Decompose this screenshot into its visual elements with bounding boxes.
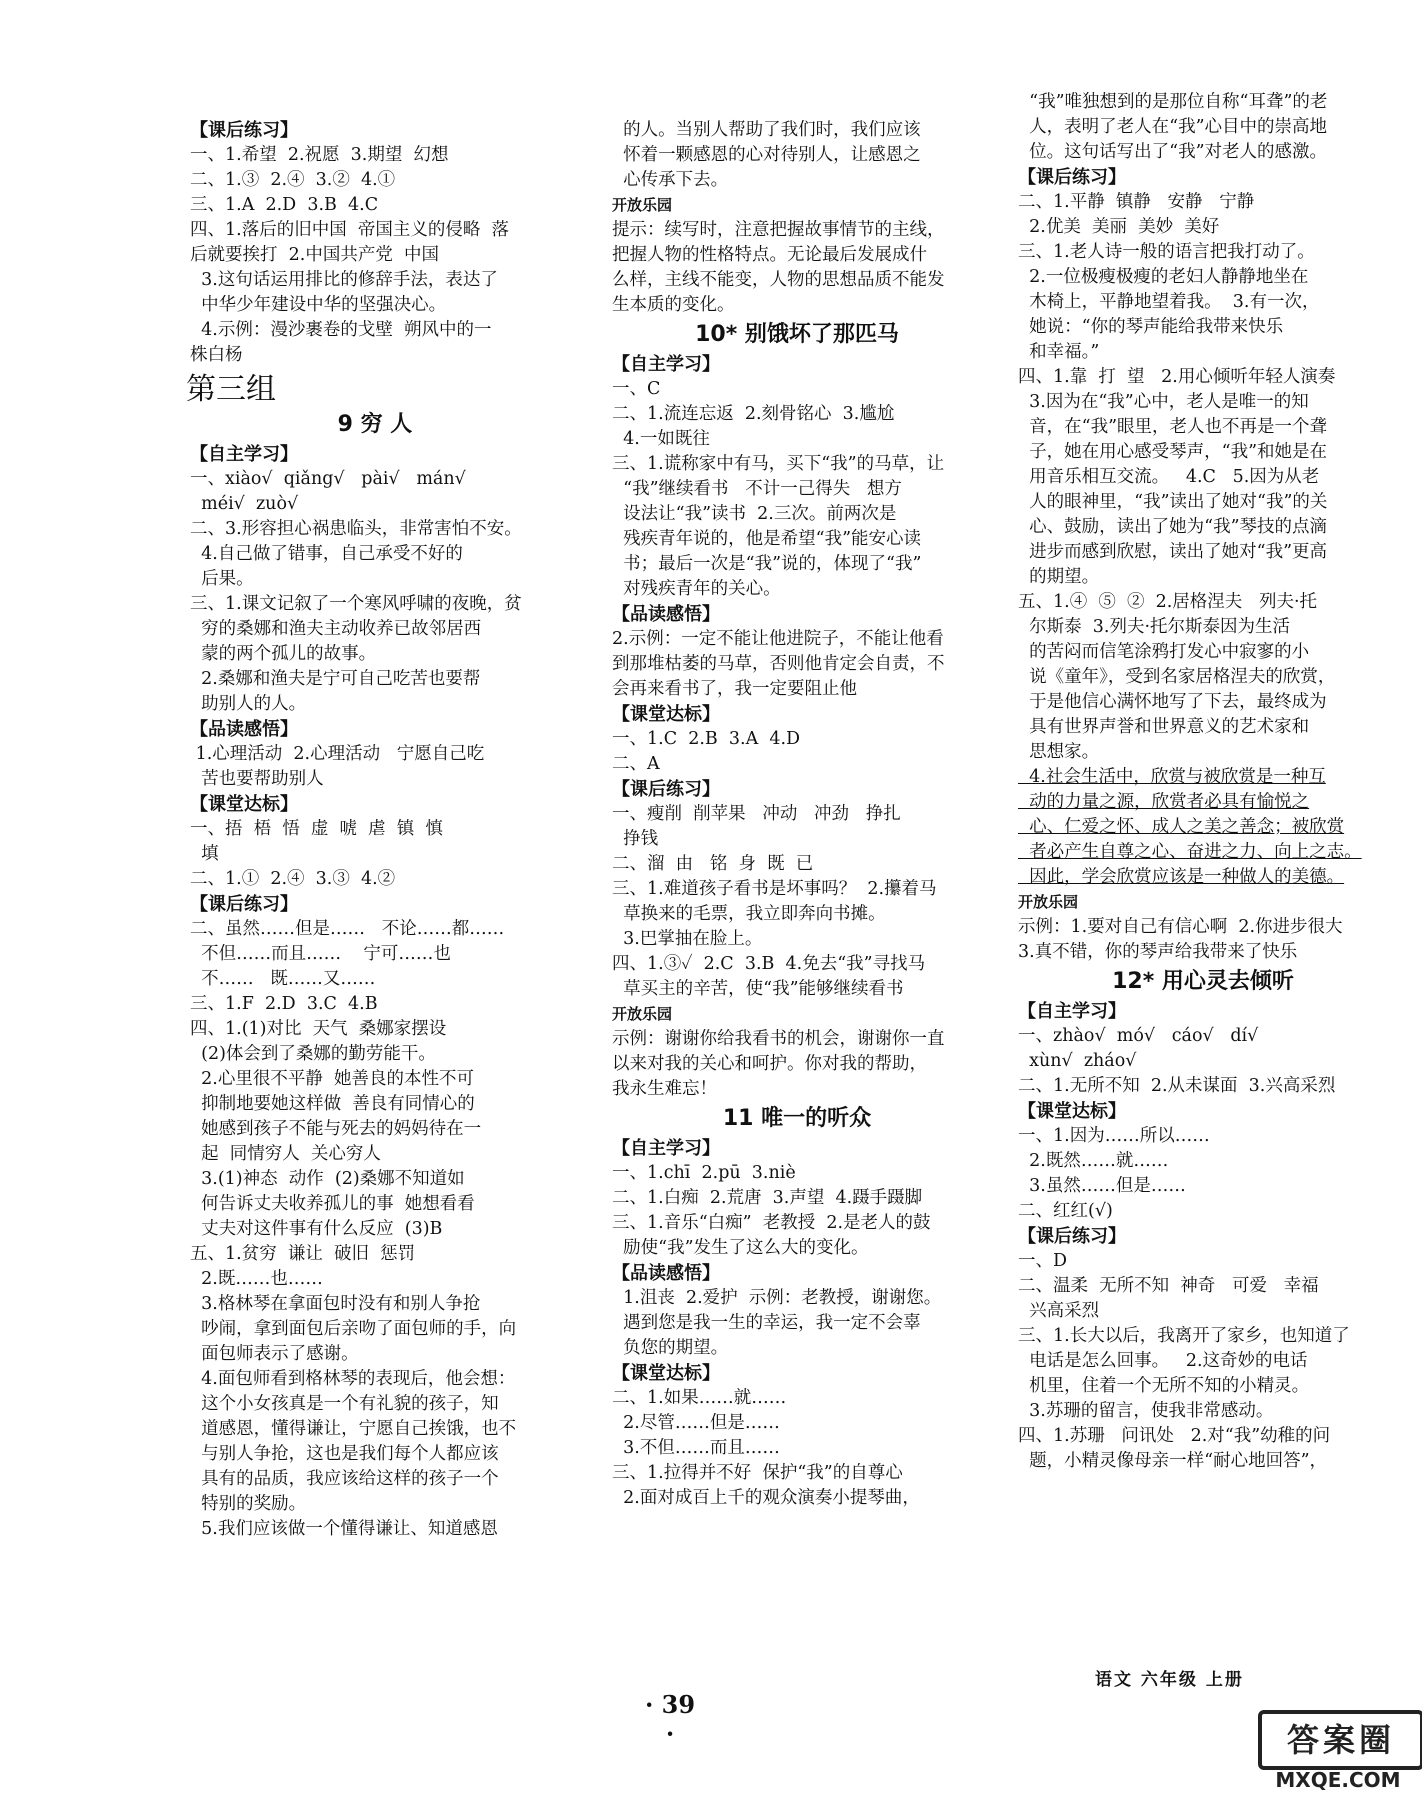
- answer-line: 五、1.贫穷 谦让 破旧 惩罚: [190, 1244, 416, 1264]
- answer-line: 一、捂 梧 悟 虚 唬 虐 镇 慎: [190, 819, 443, 839]
- answer-line: 3.这句话运用排比的修辞手法，表达了: [190, 270, 498, 290]
- answer-line: 书；最后一次是“我”说的，体现了“我”: [612, 554, 922, 574]
- answer-line: 2.既然……就……: [1018, 1151, 1169, 1171]
- answer-line: 三、1.难道孩子看书是坏事吗？ 2.攥着马: [612, 879, 937, 899]
- answer-line: 四、1.落后的旧中国 帝国主义的侵略 落: [190, 220, 509, 240]
- answer-line: 具有世界声誉和世界意义的艺术家和: [1018, 717, 1310, 737]
- answer-line: 尔斯泰 3.列夫·托尔斯泰因为生活: [1018, 617, 1291, 637]
- answer-line: 2.既……也……: [190, 1269, 323, 1289]
- answer-line: 2.心里很不平静 她善良的本性不可: [190, 1069, 474, 1089]
- answer-line: 的期望。: [1018, 567, 1100, 587]
- answer-line: 中华少年建设中华的坚强决心。: [190, 295, 447, 315]
- section-heading: 【课堂达标】: [612, 1363, 720, 1384]
- answer-line: 提示：续写时，注意把握故事情节的主线，: [612, 220, 945, 240]
- answer-line: 的苦闷而信笔涂鸦打发心中寂寥的小: [1018, 642, 1310, 662]
- answer-line: (2)体会到了桑娜的勤劳能干。: [190, 1044, 436, 1064]
- answer-line: 3.(1)神态 动作 (2)桑娜不知道如: [190, 1169, 465, 1189]
- answer-line: 进步而感到欣慰，读出了她对“我”更高: [1018, 542, 1328, 562]
- section-heading: 【课堂达标】: [1018, 1101, 1126, 1122]
- answer-line: 她说：“你的琴声能给我带来快乐: [1018, 317, 1284, 337]
- answer-line: 木椅上，平静地望着我。 3.有一次，: [1018, 292, 1320, 312]
- answer-line: 人的眼神里，“我”读出了她对“我”的关: [1018, 492, 1328, 512]
- answer-line: 二、1.流连忘返 2.刻骨铭心 3.尴尬: [612, 404, 895, 424]
- answer-line: 一、瘦削 削苹果 冲动 冲劲 挣扎: [612, 804, 901, 824]
- answer-line: 2.尽管……但是……: [612, 1413, 780, 1433]
- answer-line: 二、1.无所不知 2.从未谋面 3.兴高采烈: [1018, 1076, 1336, 1096]
- answer-line: 对残疾青年的关心。: [612, 579, 781, 599]
- answer-line: 3.真不错，你的琴声给我带来了快乐: [1018, 942, 1298, 962]
- answer-line: 二、A: [612, 754, 660, 774]
- answer-line: 蒙的两个孤儿的故事。: [190, 644, 377, 664]
- answer-line: 么样，主线不能变，人物的思想品质不能发: [612, 270, 945, 290]
- lesson-title: 12* 用心灵去倾听: [1112, 969, 1294, 994]
- section-heading: 【课后练习】: [190, 894, 298, 915]
- answer-line: 怀着一颗感恩的心对待别人，让感恩之: [612, 145, 921, 165]
- section-heading: 【课后练习】: [612, 779, 720, 800]
- answer-line: 一、C: [612, 379, 661, 399]
- answer-line: 思想家。: [1018, 742, 1100, 762]
- underlined-answer-line: 动的力量之源，欣赏者必具有愉悦之: [1018, 792, 1310, 812]
- answer-line: 二、1.白痴 2.荒唐 3.声望 4.蹑手蹑脚: [612, 1188, 923, 1208]
- answer-line: 三、1.老人诗一般的语言把我打动了。: [1018, 242, 1315, 262]
- underlined-answer-line: 因此，学会欣赏应该是一种做人的美德。: [1018, 867, 1345, 887]
- answer-line: 草换来的毛票，我立即奔向书摊。: [612, 904, 886, 924]
- answer-line: 2.面对成百上千的观众演奏小提琴曲，: [612, 1488, 920, 1508]
- section-heading: 【品读感悟】: [612, 1263, 720, 1284]
- column-right: [1018, 90, 1388, 1474]
- answer-line: 穷的桑娜和渔夫主动收养已故邻居西: [190, 619, 482, 639]
- answer-line: 二、1.如果……就……: [612, 1388, 787, 1408]
- answer-line: 我永生难忘！: [612, 1079, 717, 1099]
- column-left: [186, 118, 560, 1542]
- section-heading: 【自主学习】: [612, 354, 720, 375]
- answer-line: 2.一位极瘦极瘦的老妇人静静地坐在: [1018, 267, 1309, 287]
- section-heading: 【自主学习】: [190, 444, 298, 465]
- answer-line: 二、溜 由 铭 身 既 已: [612, 854, 814, 874]
- answer-line: 遇到您是我一生的幸运，我一定不会辜: [612, 1313, 921, 1333]
- answer-line: 一、1.C 2.B 3.A 4.D: [612, 729, 801, 749]
- answer-line: 5.我们应该做一个懂得谦让、知道感恩: [190, 1519, 498, 1539]
- watermark-logo: [1258, 1710, 1418, 1796]
- answer-line: 四、1.③✓ 2.C 3.B 4.免去“我”寻找马: [612, 954, 926, 974]
- answer-line: 三、1.A 2.D 3.B 4.C: [190, 195, 379, 215]
- answer-line: 与别人争抢，这也是我们每个人都应该: [190, 1444, 499, 1464]
- answer-line: 丈夫对这件事有什么反应 (3)B: [190, 1219, 443, 1239]
- answer-line: 示例：谢谢你给我看书的机会，谢谢你一直: [612, 1029, 945, 1049]
- answer-line: 二、虽然……但是…… 不论……都……: [190, 919, 505, 939]
- answer-line: 音，在“我”眼里，老人也不再是一个聋: [1018, 417, 1328, 437]
- answer-line: 二、红红(√): [1018, 1201, 1113, 1221]
- answer-line: 面包师表示了感谢。: [190, 1344, 359, 1364]
- watermark-url: MXQE.COM: [1275, 1768, 1401, 1792]
- answer-line: 1.心理活动 2.心理活动 宁愿自己吃: [190, 744, 485, 764]
- subsection-heading: 开放乐园: [1018, 893, 1079, 911]
- answer-line: 三、1.F 2.D 3.C 4.B: [190, 994, 378, 1014]
- subsection-heading: 开放乐园: [612, 1005, 673, 1023]
- answer-line: 二、1.① 2.④ 3.③ 4.②: [190, 869, 396, 889]
- answer-line: 会再来看书了，我一定要阻止他: [612, 679, 857, 699]
- answer-line: 三、1.拉得并不好 保护“我”的自尊心: [612, 1463, 903, 1483]
- answer-line: “我”继续看书 不计一己得失 想方: [612, 479, 902, 499]
- answer-line: 不…… 既……又……: [190, 969, 376, 989]
- answer-line: 四、1.苏珊 问讯处 2.对“我”幼稚的问: [1018, 1426, 1331, 1446]
- answer-line: 说《童年》，受到名家居格涅夫的欣赏，: [1018, 667, 1336, 687]
- answer-line: 位。这句话写出了“我”对老人的感激。: [1018, 142, 1328, 162]
- section-heading: 【课堂达标】: [612, 704, 720, 725]
- subsection-heading: 开放乐园: [612, 196, 673, 214]
- answer-line: 三、1.谎称家中有马，买下“我”的马草，让: [612, 454, 945, 474]
- answer-line: 于是他信心满怀地写了下去，最终成为: [1018, 692, 1327, 712]
- answer-line: 3.因为在“我”心中，老人是唯一的知: [1018, 392, 1309, 412]
- section-heading: 【课后练习】: [190, 120, 298, 141]
- underlined-answer-line: 者必产生自尊之心、奋进之力、向上之志。: [1018, 842, 1362, 862]
- underlined-answer-line: 4.社会生活中，欣赏与被欣赏是一种互: [1018, 767, 1326, 787]
- answer-line: 二、1.平静 镇静 安静 宁静: [1018, 192, 1255, 212]
- answer-line: 用音乐相互交流。 4.C 5.因为从老: [1018, 467, 1320, 487]
- answer-line: 挣钱: [612, 829, 659, 849]
- answer-line: 一、1.chī 2.pū 3.niè: [612, 1163, 796, 1183]
- lesson-title: 11 唯一的听众: [722, 1106, 872, 1131]
- answer-line: 的人。当别人帮助了我们时，我们应该: [612, 120, 921, 140]
- answer-line: xùn√ zháo√: [1018, 1051, 1137, 1071]
- answer-line: 草买主的辛苦，使“我”能够继续看书: [612, 979, 904, 999]
- answer-line: 不但……而且…… 宁可……也: [190, 944, 451, 964]
- section-heading: 【自主学习】: [1018, 1001, 1126, 1022]
- answer-line: 人，表明了老人在“我”心目中的崇高地: [1018, 117, 1328, 137]
- answer-line: 五、1.④ ⑤ ② 2.居格涅夫 列夫·托: [1018, 592, 1318, 612]
- answer-line: 后就要挨打 2.中国共产党 中国: [190, 245, 439, 265]
- answer-line: 三、1.长大以后，我离开了家乡，也知道了: [1018, 1326, 1350, 1346]
- answer-line: 具有的品质，我应该给这样的孩子一个: [190, 1469, 499, 1489]
- underlined-answer-line: 心、仁爱之怀、成人之美之善念；被欣赏: [1018, 817, 1345, 837]
- answer-line: 心传承下去。: [612, 170, 729, 190]
- answer-line: 心、鼓励，读出了她为“我”琴技的点滴: [1018, 517, 1328, 537]
- watermark-logo-text: 答案圈: [1258, 1710, 1422, 1770]
- answer-line: 后果。: [190, 569, 254, 589]
- answer-line: 1.沮丧 2.爱护 示例：老教授，谢谢您。: [612, 1288, 942, 1308]
- group-title: 第三组: [186, 372, 276, 407]
- answer-line: 苦也要帮助别人: [190, 769, 324, 789]
- answer-line: 兴高采烈: [1018, 1301, 1100, 1321]
- section-heading: 【自主学习】: [612, 1138, 720, 1159]
- answer-line: 2.桑娜和渔夫是宁可自己吃苦也要帮: [190, 669, 481, 689]
- answer-line: 和幸福。”: [1018, 342, 1100, 362]
- answer-line: 3.格林琴在拿面包时没有和别人争抢: [190, 1294, 481, 1314]
- answer-line: 4.一如既往: [612, 429, 710, 449]
- answer-line: “我”唯独想到的是那位自称“耳聋”的老: [1018, 92, 1328, 112]
- section-heading: 【课后练习】: [1018, 1226, 1126, 1247]
- answer-line: 吵闹，拿到面包后亲吻了面包师的手，向: [190, 1319, 517, 1339]
- answer-line: 一、1.希望 2.祝愿 3.期望 幻想: [190, 145, 449, 165]
- section-heading: 【品读感悟】: [190, 719, 298, 740]
- answer-line: 把握人物的性格特点。无论最后发展成什: [612, 245, 927, 265]
- column-middle: [612, 118, 982, 1511]
- answer-line: 4.示例：漫沙裹卷的戈壁 朔风中的一: [190, 320, 492, 340]
- lesson-title: 10* 别饿坏了那匹马: [695, 322, 899, 347]
- answer-line: 4.面包师看到格林琴的表现后，他会想：: [190, 1369, 516, 1389]
- answer-line: 3.苏珊的留言，使我非常感动。: [1018, 1401, 1274, 1421]
- answer-line: 电话是怎么回事。 2.这奇妙的电话: [1018, 1351, 1308, 1371]
- answer-line: 3.巴掌抽在脸上。: [612, 929, 763, 949]
- answer-line: 填: [190, 844, 219, 864]
- answer-line: 她感到孩子不能与死去的妈妈待在一: [190, 1119, 482, 1139]
- answer-line: 这个小女孩真是一个有礼貌的孩子，知: [190, 1394, 499, 1414]
- answer-line: 助别人的人。: [190, 694, 307, 714]
- answer-line: 3.虽然……但是……: [1018, 1176, 1186, 1196]
- lesson-title: 9 穷 人: [337, 412, 413, 437]
- answer-line: 残疾青年说的，他是希望“我”能安心读: [612, 529, 922, 549]
- answer-line: 四、1.靠 打 望 2.用心倾听年轻人演奏: [1018, 367, 1336, 387]
- answer-line: 励使“我”发生了这么大的变化。: [612, 1238, 869, 1258]
- page-number: · 39 ·: [644, 1690, 696, 1748]
- answer-line: 4.自己做了错事，自己承受不好的: [190, 544, 463, 564]
- answer-line: 设法让“我”读书 2.三次。前两次是: [612, 504, 897, 524]
- answer-line: 到那堆枯萎的马草，否则他肯定会自责，不: [612, 654, 945, 674]
- answer-line: 三、1.课文记叙了一个寒风呼啸的夜晚，贫: [190, 594, 522, 614]
- section-heading: 【课后练习】: [1018, 167, 1126, 188]
- answer-line: 一、1.因为……所以……: [1018, 1126, 1210, 1146]
- answer-line: 起 同情穷人 关心穷人: [190, 1144, 381, 1164]
- answer-line: 子，她在用心感受琴声，“我”和她是在: [1018, 442, 1328, 462]
- answer-line: 2.示例：一定不能让他进院子，不能让他看: [612, 629, 944, 649]
- answer-line: 机里，住着一个无所不知的小精灵。: [1018, 1376, 1310, 1396]
- answer-line: 一、D: [1018, 1251, 1068, 1271]
- answer-line: 3.不但……而且……: [612, 1438, 780, 1458]
- answer-line: 三、1.音乐“白痴” 老教授 2.是老人的鼓: [612, 1213, 931, 1233]
- answer-line: 一、xiào√ qiǎng√ pài√ mán√: [190, 469, 466, 489]
- answer-line: 二、温柔 无所不知 神奇 可爱 幸福: [1018, 1276, 1319, 1296]
- answer-line: 二、1.③ 2.④ 3.② 4.①: [190, 170, 396, 190]
- section-heading: 【课堂达标】: [190, 794, 298, 815]
- answer-line: 何告诉丈夫收养孤儿的事 她想看看: [190, 1194, 475, 1214]
- answer-line: 负您的期望。: [612, 1338, 729, 1358]
- answer-line: 一、zhào√ mó√ cáo√ dí√: [1018, 1026, 1259, 1046]
- answer-line: 株白杨: [190, 345, 243, 365]
- answer-line: 生本质的变化。: [612, 295, 735, 315]
- answer-line: 以来对我的关心和呵护。你对我的帮助，: [612, 1054, 927, 1074]
- section-heading: 【品读感悟】: [612, 604, 720, 625]
- answer-line: 题，小精灵像母亲一样“耐心地回答”，: [1018, 1451, 1328, 1471]
- answer-line: 四、1.(1)对比 天气 桑娜家摆设: [190, 1019, 447, 1039]
- answer-line: 二、3.形容担心祸患临头，非常害怕不安。: [190, 519, 522, 539]
- answer-line: 示例：1.要对自己有信心啊 2.你进步很大: [1018, 917, 1343, 937]
- answer-line: 道感恩，懂得谦让，宁愿自己挨饿，也不: [190, 1419, 517, 1439]
- answer-line: 抑制地要她这样做 善良有同情心的: [190, 1094, 475, 1114]
- book-subject-label: 语文 六年级 上册: [1095, 1670, 1244, 1690]
- answer-line: méi√ zuò√: [190, 494, 299, 514]
- answer-line: 2.优美 美丽 美妙 美好: [1018, 217, 1220, 237]
- answer-line: 特别的奖励。: [190, 1494, 307, 1514]
